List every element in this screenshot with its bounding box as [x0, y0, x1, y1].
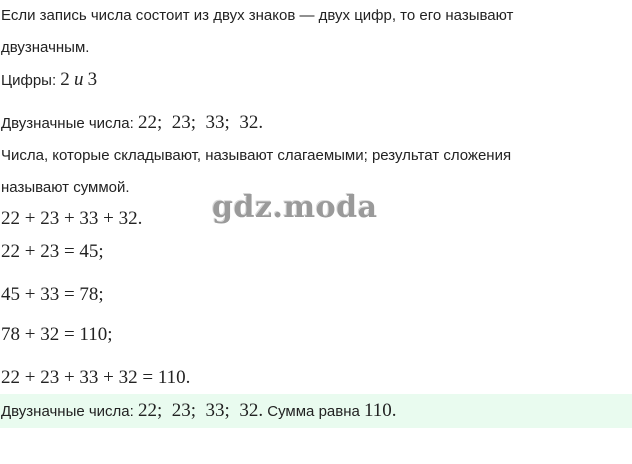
answer-label: Двузначные числа: [1, 403, 134, 420]
paragraph-line-1: Если запись числа состоит из двух знаков — двух цифр, то его называют [1, 7, 514, 24]
digit-2: 3 [87, 69, 98, 90]
two-digit-values: 22; 23; 33; 32. [138, 112, 264, 133]
paragraph-line-2: двузначным. [1, 39, 90, 56]
answer-values: 22; 23; 33; 32. [138, 400, 264, 421]
terms-line-1: Числа, которые складывают, называют слагаемыми; результат сложения [1, 147, 512, 164]
digits-line [1, 70, 97, 91]
digits-label: Цифры: [1, 72, 57, 89]
answer-sum-label: Сумма равна [267, 403, 360, 420]
two-digit-line [1, 113, 263, 134]
equation-1: 22 + 23 + 33 + 32. [1, 208, 143, 229]
equation-2: 22 + 23 = 45; [1, 241, 104, 262]
equation-4: 78 + 32 = 110; [1, 324, 113, 345]
terms-line-2: называют суммой. [1, 179, 130, 196]
watermark-logo: gdz.moda [212, 190, 378, 225]
digits-conjunction: и [73, 69, 84, 90]
equation-3: 45 + 33 = 78; [1, 284, 104, 305]
answer-line [1, 401, 397, 422]
answer-sum-value: 110. [364, 400, 397, 421]
digit-1: 2 [60, 69, 70, 90]
equation-5: 22 + 23 + 33 + 32 = 110. [1, 367, 191, 388]
two-digit-label: Двузначные числа: [1, 115, 134, 132]
